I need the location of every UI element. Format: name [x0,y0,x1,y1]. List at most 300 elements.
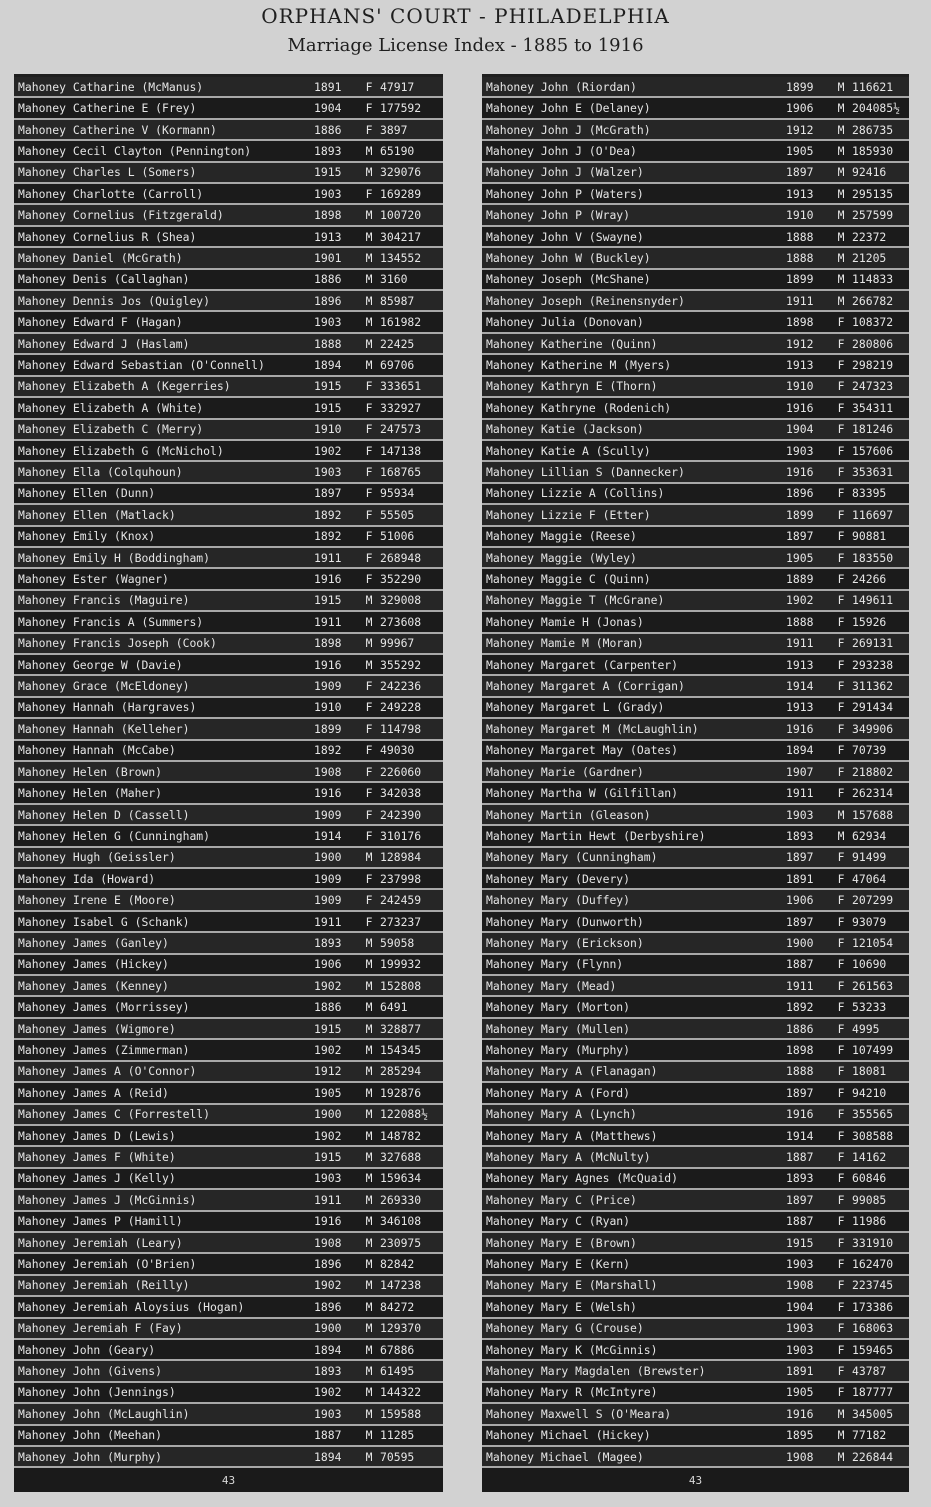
entry-sex: F [837,1342,845,1357]
entry-license-number: 93079 [852,914,887,929]
entry-name: Mahoney Emily H (Boddingham) [18,550,211,565]
entry-license-number: 173386 [852,1299,894,1314]
entry-name: Mahoney Margaret (Carpenter) [486,657,679,672]
entry-name: Mahoney Mary (Morton) [486,1000,631,1015]
entry-license-number: 185930 [852,143,894,158]
entry-year: 1916 [786,400,814,415]
entry-year: 1909 [314,807,342,822]
entry-year: 1887 [314,1428,342,1443]
entry-license-number: 161982 [380,315,422,330]
index-row [482,634,909,655]
entry-license-number: 99085 [852,1192,887,1207]
index-row [14,997,443,1018]
entry-year: 1891 [786,1364,814,1379]
entry-name: Mahoney John (Geary) [18,1342,156,1357]
entry-license-number: 134552 [380,250,422,265]
entry-sex: M [837,807,845,822]
index-row [482,441,909,462]
entry-sex: F [837,636,845,651]
index-row [482,1361,909,1382]
index-row [482,1019,909,1040]
entry-name: Mahoney Ida (Howard) [18,871,156,886]
entry-license-number: 70595 [380,1449,415,1464]
entry-name: Mahoney Mary (Erickson) [486,935,644,950]
entry-sex: F [365,743,373,758]
entry-name: Mahoney Mary K (McGinnis) [486,1342,658,1357]
entry-year: 1903 [314,186,342,201]
entry-license-number: 3160 [380,272,408,287]
index-row [14,955,443,976]
entry-sex: F [837,679,845,694]
entry-year: 1907 [786,764,814,779]
entry-sex: M [365,593,373,608]
entry-sex: F [365,807,373,822]
entry-year: 1912 [786,122,814,137]
entry-license-number: 65190 [380,143,415,158]
entry-year: 1908 [314,1235,342,1250]
entry-sex: M [365,1064,373,1079]
entry-year: 1911 [314,614,342,629]
entry-name: Mahoney George W (Davie) [18,657,183,672]
entry-year: 1902 [314,1278,342,1293]
entry-name: Mahoney John J (McGrath) [486,122,651,137]
entry-year: 1913 [786,357,814,372]
index-row [14,676,443,697]
entry-sex: M [837,79,845,94]
entry-sex: F [365,914,373,929]
entry-year: 1916 [314,657,342,672]
entry-year: 1911 [314,914,342,929]
entry-year: 1892 [314,507,342,522]
entry-name: Mahoney Ellen (Matlack) [18,507,176,522]
entry-sex: F [837,1235,845,1250]
entry-year: 1886 [314,272,342,287]
entry-year: 1886 [314,122,342,137]
entry-license-number: 181246 [852,422,894,437]
entry-license-number: 92416 [852,165,887,180]
entry-sex: M [837,229,845,244]
entry-license-number: 257599 [852,208,894,223]
entry-license-number: 70739 [852,743,887,758]
entry-sex: F [837,1042,845,1057]
entry-year: 1904 [786,422,814,437]
entry-year: 1896 [786,486,814,501]
entry-year: 1909 [314,893,342,908]
entry-name: Mahoney Mary G (Crouse) [486,1321,644,1336]
entry-name: Mahoney Mary (Mullen) [486,1021,631,1036]
entry-sex: F [837,336,845,351]
entry-name: Mahoney Katie (Jackson) [486,422,644,437]
entry-year: 1900 [786,935,814,950]
index-row [482,398,909,419]
entry-license-number: 280806 [852,336,894,351]
entry-name: Mahoney Lizzie F (Etter) [486,507,651,522]
entry-sex: M [365,229,373,244]
entry-year: 1897 [314,486,342,501]
entry-sex: F [837,1171,845,1186]
index-row [482,1404,909,1425]
entry-year: 1900 [314,850,342,865]
entry-name: Mahoney Katie A (Scully) [486,443,651,458]
page-subtitle: Marriage License Index - 1885 to 1916 [287,35,644,56]
entry-license-number: 273608 [380,614,422,629]
entry-year: 1902 [786,593,814,608]
entry-name: Mahoney Irene E (Moore) [18,893,176,908]
entry-year: 1899 [786,79,814,94]
entry-year: 1899 [786,507,814,522]
index-row [14,398,443,419]
entry-name: Mahoney Catherine E (Frey) [18,101,197,116]
entry-license-number: 99967 [380,636,415,651]
index-row [482,205,909,226]
entry-year: 1916 [786,1406,814,1421]
entry-license-number: 308588 [852,1128,894,1143]
entry-year: 1903 [314,1171,342,1186]
entry-year: 1896 [314,1299,342,1314]
entry-name: Mahoney Ester (Wagner) [18,572,169,587]
entry-name: Mahoney Margaret L (Grady) [486,700,665,715]
entry-name: Mahoney John J (O'Dea) [486,143,637,158]
entry-sex: F [837,550,845,565]
entry-name: Mahoney John V (Swayne) [486,229,644,244]
entry-year: 1898 [786,1042,814,1057]
entry-license-number: 247573 [380,422,422,437]
entry-name: Mahoney Catherine V (Kormann) [18,122,217,137]
entry-name: Mahoney Mary E (Welsh) [486,1299,637,1314]
entry-year: 1903 [786,1342,814,1357]
entry-sex: F [837,507,845,522]
entry-sex: M [365,1321,373,1336]
entry-license-number: 108372 [852,315,894,330]
index-row [482,184,909,205]
entry-name: Mahoney Helen (Brown) [18,764,163,779]
entry-sex: F [837,315,845,330]
right-index-column [482,74,909,1492]
index-row [482,1040,909,1061]
index-row [482,997,909,1018]
entry-sex: M [837,143,845,158]
entry-license-number: 94210 [852,1085,887,1100]
entry-sex: M [365,293,373,308]
entry-year: 1899 [786,272,814,287]
entry-sex: F [365,486,373,501]
entry-name: Mahoney Maggie (Reese) [486,529,637,544]
entry-sex: F [837,850,845,865]
entry-sex: F [837,422,845,437]
entry-name: Mahoney James J (McGinnis) [18,1192,197,1207]
entry-name: Mahoney Joseph (McShane) [486,272,651,287]
entry-license-number: 149611 [852,593,894,608]
entry-year: 1896 [314,1257,342,1272]
entry-sex: M [837,208,845,223]
entry-sex: F [837,1128,845,1143]
entry-sex: M [365,1406,373,1421]
entry-sex: M [365,1257,373,1272]
entry-name: Mahoney Mary A (McNulty) [486,1150,651,1165]
index-row [482,1212,909,1233]
entry-year: 1905 [786,1385,814,1400]
index-row [482,484,909,505]
index-row [482,1426,909,1447]
index-row [14,505,443,526]
entry-name: Mahoney Jeremiah Aloysius (Hogan) [18,1299,245,1314]
entry-sex: M [365,1385,373,1400]
entry-sex: F [837,529,845,544]
entry-sex: F [837,743,845,758]
entry-name: Mahoney Mary Agnes (McQuaid) [486,1171,679,1186]
entry-sex: F [837,1150,845,1165]
entry-sex: M [365,1171,373,1186]
entry-name: Mahoney Michael (Hickey) [486,1428,651,1443]
entry-license-number: 247323 [852,379,894,394]
entry-license-number: 298219 [852,357,894,372]
entry-name: Mahoney Cornelius R (Shea) [18,229,197,244]
entry-name: Mahoney Catharine (McManus) [18,79,204,94]
entry-year: 1887 [786,957,814,972]
entry-year: 1893 [314,935,342,950]
entry-sex: M [837,293,845,308]
index-row [482,548,909,569]
entry-year: 1911 [786,636,814,651]
entry-year: 1915 [314,400,342,415]
entry-year: 1892 [314,743,342,758]
entry-license-number: 11986 [852,1214,887,1229]
entry-sex: M [837,1428,845,1443]
entry-sex: M [837,122,845,137]
entry-name: Mahoney Mamie M (Moran) [486,636,644,651]
entry-name: Mahoney Hannah (McCabe) [18,743,176,758]
entry-license-number: 295135 [852,186,894,201]
entry-sex: M [365,208,373,223]
entry-name: Mahoney Lizzie A (Collins) [486,486,665,501]
entry-name: Mahoney Denis (Callaghan) [18,272,190,287]
entry-name: Mahoney Daniel (McGrath) [18,250,183,265]
entry-license-number: 100720 [380,208,422,223]
index-row [14,741,443,762]
entry-license-number: 18081 [852,1064,887,1079]
entry-license-number: 218802 [852,764,894,779]
entry-license-number: 55505 [380,507,415,522]
entry-year: 1900 [314,1321,342,1336]
entry-name: Mahoney Kathryne (Rodenich) [486,400,672,415]
entry-name: Mahoney Edward Sebastian (O'Connell) [18,357,265,372]
index-row [482,248,909,269]
entry-sex: M [365,657,373,672]
index-row [14,890,443,911]
index-row [482,955,909,976]
index-row [14,1297,443,1318]
entry-name: Mahoney Helen G (Cunningham) [18,828,211,843]
entry-name: Mahoney Jeremiah (Reilly) [18,1278,190,1293]
entry-sex: M [365,1278,373,1293]
entry-license-number: 266782 [852,293,894,308]
index-row [14,163,443,184]
entry-name: Mahoney Martin (Gleason) [486,807,651,822]
entry-license-number: 11285 [380,1428,415,1443]
entry-name: Mahoney Margaret May (Oates) [486,743,679,758]
index-row [14,291,443,312]
entry-sex: F [837,935,845,950]
entry-license-number: 159588 [380,1406,422,1421]
entry-year: 1906 [786,101,814,116]
entry-license-number: 95934 [380,486,415,501]
entry-year: 1888 [786,229,814,244]
entry-sex: F [837,657,845,672]
entry-license-number: 242459 [380,893,422,908]
entry-name: Mahoney Margaret A (Corrigan) [486,679,685,694]
index-row [482,1319,909,1340]
index-row [14,1083,443,1104]
entry-license-number: 159634 [380,1171,422,1186]
entry-license-number: 59058 [380,935,415,950]
entry-sex: F [365,79,373,94]
entry-year: 1912 [786,336,814,351]
entry-sex: M [365,850,373,865]
entry-year: 1902 [314,443,342,458]
index-row [14,933,443,954]
entry-name: Mahoney James F (White) [18,1150,176,1165]
entry-year: 1914 [786,679,814,694]
entry-name: Mahoney John (McLaughlin) [18,1406,190,1421]
entry-license-number: 310176 [380,828,422,843]
page-number: 43 [14,1468,443,1492]
entry-license-number: 14162 [852,1150,887,1165]
index-row [482,1062,909,1083]
entry-license-number: 333651 [380,379,422,394]
entry-year: 1902 [314,978,342,993]
index-row [14,1019,443,1040]
entry-year: 1893 [314,143,342,158]
index-row [14,355,443,376]
entry-year: 1894 [314,357,342,372]
entry-name: Mahoney Elizabeth C (Merry) [18,422,204,437]
entry-sex: M [365,1085,373,1100]
entry-license-number: 116621 [852,79,894,94]
entry-name: Mahoney John (Meehan) [18,1428,163,1443]
entry-sex: F [837,1299,845,1314]
entry-sex: M [837,828,845,843]
entry-license-number: 60846 [852,1171,887,1186]
entry-license-number: 268948 [380,550,422,565]
entry-sex: F [837,700,845,715]
entry-sex: M [365,165,373,180]
index-row [14,1233,443,1254]
entry-name: Mahoney Helen (Maher) [18,786,163,801]
entry-year: 1914 [786,1128,814,1143]
entry-year: 1913 [314,229,342,244]
entry-year: 1886 [314,1000,342,1015]
entry-sex: M [837,272,845,287]
entry-year: 1902 [314,1128,342,1143]
index-row [482,805,909,826]
entry-sex: F [365,422,373,437]
entry-year: 1915 [314,593,342,608]
entry-name: Mahoney James (Ganley) [18,935,169,950]
entry-sex: M [837,101,845,116]
entry-year: 1913 [786,186,814,201]
entry-name: Mahoney Elizabeth A (White) [18,400,204,415]
entry-sex: F [365,443,373,458]
index-row [14,1040,443,1061]
index-row [482,462,909,483]
entry-license-number: 84272 [380,1299,415,1314]
entry-name: Mahoney Elizabeth G (McNichol) [18,443,224,458]
entry-year: 1911 [786,293,814,308]
entry-year: 1886 [786,1021,814,1036]
entry-sex: M [365,935,373,950]
entry-name: Mahoney Jeremiah (O'Brien) [18,1257,197,1272]
entry-name: Mahoney James D (Lewis) [18,1128,176,1143]
entry-name: Mahoney Mamie H (Jonas) [486,614,644,629]
entry-sex: M [837,1406,845,1421]
entry-name: Mahoney Mary A (Lynch) [486,1107,637,1122]
entry-sex: F [837,721,845,736]
entry-license-number: 332927 [380,400,422,415]
entry-name: Mahoney Katherine (Quinn) [486,336,658,351]
entry-year: 1891 [786,871,814,886]
index-row [482,698,909,719]
index-row [14,270,443,291]
entry-year: 1894 [786,743,814,758]
entry-year: 1909 [314,679,342,694]
entry-year: 1916 [314,572,342,587]
entry-name: Mahoney James A (Reid) [18,1085,169,1100]
entry-year: 1888 [314,336,342,351]
entry-year: 1915 [314,165,342,180]
entry-license-number: 114833 [852,272,894,287]
index-row [14,205,443,226]
entry-year: 1910 [786,379,814,394]
entry-name: Mahoney Jeremiah (Leary) [18,1235,183,1250]
entry-year: 1916 [786,721,814,736]
entry-name: Mahoney Grace (McEldoney) [18,679,190,694]
entry-year: 1903 [786,807,814,822]
index-row [14,1190,443,1211]
entry-sex: F [837,572,845,587]
entry-license-number: 47917 [380,79,415,94]
index-row [482,1297,909,1318]
index-row [482,869,909,890]
entry-sex: F [837,1257,845,1272]
index-row [14,484,443,505]
entry-name: Mahoney Charles L (Somers) [18,165,197,180]
entry-name: Mahoney Mary (Duffey) [486,893,631,908]
entry-sex: F [837,957,845,972]
entry-name: Mahoney James P (Hamill) [18,1214,183,1229]
entry-sex: F [837,764,845,779]
entry-name: Mahoney John (Jennings) [18,1385,176,1400]
index-row [482,933,909,954]
entry-sex: M [365,1299,373,1314]
entry-sex: M [365,143,373,158]
entry-year: 1893 [314,1364,342,1379]
entry-name: Mahoney Mary E (Marshall) [486,1278,658,1293]
entry-sex: F [837,1107,845,1122]
entry-year: 1897 [786,850,814,865]
entry-name: Mahoney James (Kenney) [18,978,169,993]
index-row [14,1426,443,1447]
entry-license-number: 328877 [380,1021,422,1036]
entry-license-number: 67886 [380,1342,415,1357]
entry-sex: F [365,572,373,587]
entry-sex: M [365,336,373,351]
entry-sex: M [365,315,373,330]
entry-year: 1905 [786,143,814,158]
entry-license-number: 157688 [852,807,894,822]
index-row [14,1361,443,1382]
entry-name: Mahoney Mary (Dunworth) [486,914,644,929]
entry-license-number: 53233 [852,1000,887,1015]
